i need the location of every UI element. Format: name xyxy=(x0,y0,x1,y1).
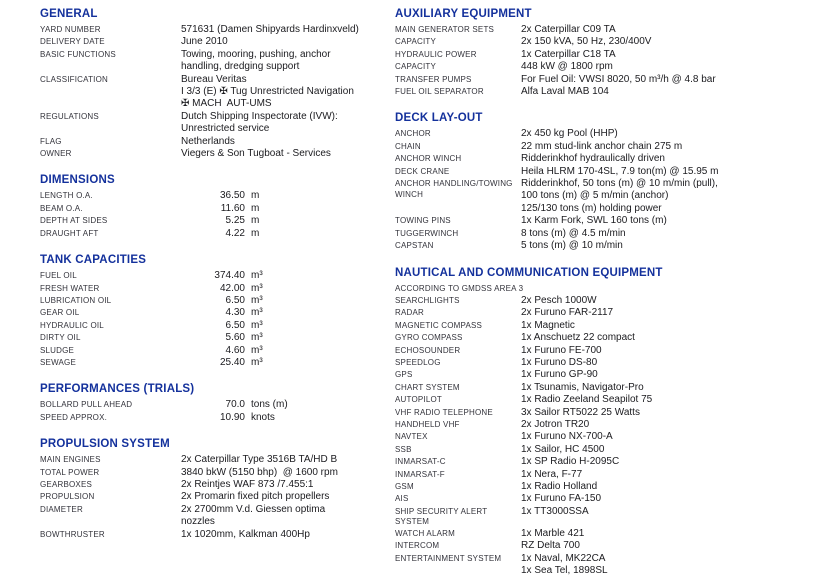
spec-label: PROPULSION xyxy=(40,492,95,502)
spec-value xyxy=(181,228,387,240)
spec-row xyxy=(395,528,818,540)
spec-value: 1x Furuno NX-700-A xyxy=(521,431,613,443)
spec-row xyxy=(395,74,818,86)
spec-row xyxy=(40,529,387,541)
spec-label: DRAUGHT AFT xyxy=(40,228,99,238)
spec-value: 1x Radio Holland xyxy=(521,481,598,492)
spec-value: 1x Nera, F-77 xyxy=(521,468,583,480)
spec-value: 5 tons (m) @ 10 m/min xyxy=(521,240,623,252)
section-tank-capacities xyxy=(40,254,387,369)
spec-row xyxy=(395,345,818,357)
spec-value-unit: m³ xyxy=(251,294,263,306)
spec-label: CAPSTAN xyxy=(395,241,434,251)
spec-value: Dutch Shipping Inspectorate (IVW): Unrestricted service xyxy=(181,110,338,135)
spec-label: WATCH ALARM xyxy=(395,528,455,538)
spec-row xyxy=(40,345,387,357)
spec-row xyxy=(40,203,387,215)
spec-label: SPEED APPROX. xyxy=(40,412,108,422)
spec-label: DECK CRANE xyxy=(395,166,450,176)
spec-value xyxy=(181,332,387,344)
spec-label: AIS xyxy=(395,494,409,504)
spec-row xyxy=(40,479,387,491)
spec-label: FUEL OIL SEPARATOR xyxy=(395,87,484,97)
spec-label: INTERCOM xyxy=(395,541,440,551)
spec-row xyxy=(395,553,818,575)
spec-value: 448 kW @ 1800 rpm xyxy=(521,61,613,73)
spec-row xyxy=(395,141,818,153)
spec-value-number: 6.50 xyxy=(225,294,245,306)
spec-label: BOWTHRUSTER xyxy=(40,529,105,539)
spec-row xyxy=(395,444,818,456)
spec-label: GYRO COMPASS xyxy=(395,333,463,343)
spec-row xyxy=(395,540,818,552)
spec-value: 1x TT3000SSA xyxy=(521,505,589,517)
spec-value: 1x Radio Zeeland Seapilot 75 xyxy=(521,394,653,406)
section-dimensions xyxy=(40,174,387,240)
spec-row xyxy=(395,469,818,481)
spec-value xyxy=(181,320,387,332)
spec-value-unit: m³ xyxy=(251,270,263,282)
spec-row xyxy=(395,493,818,505)
spec-value: 1x SP Radio H-2095C xyxy=(521,456,620,468)
spec-value-unit: m xyxy=(251,190,260,202)
spec-value: For Fuel Oil: VWSI 8020, 50 m³/h @ 4.8 bar xyxy=(521,73,716,85)
spec-value-unit: m³ xyxy=(251,344,263,356)
spec-label: AUTOPILOT xyxy=(395,395,442,405)
spec-value-number: 10.90 xyxy=(219,411,245,423)
section-propulsion-system xyxy=(40,438,387,541)
section-general xyxy=(40,8,387,160)
spec-label: FRESH WATER xyxy=(40,283,100,293)
spec-label: REGULATIONS xyxy=(40,111,99,121)
spec-label: DIRTY OIL xyxy=(40,333,81,343)
spec-label: SEWAGE xyxy=(40,357,77,367)
spec-row xyxy=(395,320,818,332)
spec-value: 1x 1020mm, Kalkman 400Hp xyxy=(181,528,310,540)
spec-row xyxy=(40,454,387,466)
section-title: PROPULSION SYSTEM xyxy=(40,438,170,451)
spec-value-number: 4.30 xyxy=(225,307,245,319)
spec-value: 2x Caterpillar Type 3516B TA/HD B xyxy=(181,454,338,466)
spec-label: CAPACITY xyxy=(395,37,437,47)
spec-row xyxy=(40,320,387,332)
spec-row xyxy=(395,128,818,140)
spec-value xyxy=(181,357,387,369)
spec-value-unit: tons (m) xyxy=(251,399,288,411)
spec-value-number: 4.60 xyxy=(225,344,245,356)
spec-value-number: 6.50 xyxy=(225,319,245,331)
spec-row xyxy=(40,49,387,74)
spec-label: GPS xyxy=(395,370,413,380)
spec-row xyxy=(40,228,387,240)
spec-label: TUGGERWINCH xyxy=(395,228,459,238)
spec-value: 2x Reintjes WAF 873 /7.455:1 xyxy=(181,478,314,490)
spec-row xyxy=(40,148,387,160)
spec-row xyxy=(40,36,387,48)
spec-value-number: 374.40 xyxy=(214,270,245,282)
spec-label: BASIC FUNCTIONS xyxy=(40,49,116,59)
spec-label: DELIVERY DATE xyxy=(40,37,105,47)
spec-value xyxy=(181,190,387,202)
spec-label: CAPACITY xyxy=(395,62,437,72)
spec-value: Bureau Veritas I 3/3 (E) ✠ Tug Unrestricted Navigation ✠ MACH AUT-UMS xyxy=(181,73,354,110)
spec-value-unit: m³ xyxy=(251,332,263,344)
spec-row xyxy=(395,506,818,528)
spec-row xyxy=(40,504,387,529)
spec-value: Alfa Laval MAB 104 xyxy=(521,86,609,98)
spec-label: SPEEDLOG xyxy=(395,357,441,367)
spec-value-unit: m xyxy=(251,202,260,214)
spec-value xyxy=(181,412,387,424)
spec-label: INMARSAT-F xyxy=(395,469,445,479)
spec-label: SEARCHLIGHTS xyxy=(395,295,460,305)
spec-row xyxy=(40,190,387,202)
spec-label: ANCHOR xyxy=(395,129,431,139)
spec-row xyxy=(40,24,387,36)
spec-value: 2x Pesch 1000W xyxy=(521,294,597,306)
spec-label: VHF RADIO TELEPHONE xyxy=(395,407,493,417)
spec-value: June 2010 xyxy=(181,36,228,48)
spec-label: LUBRICATION OIL xyxy=(40,295,112,305)
spec-label: FUEL OIL xyxy=(40,271,77,281)
spec-value: Heila HLRM 170-4SL, 7.9 ton(m) @ 15.95 m xyxy=(521,165,719,177)
spec-value-unit: m³ xyxy=(251,319,263,331)
spec-value-unit: knots xyxy=(251,411,275,423)
spec-value: 1x Karm Fork, SWL 160 tons (m) xyxy=(521,215,667,227)
spec-value-unit: m³ xyxy=(251,307,263,319)
spec-label: CHAIN xyxy=(395,141,421,151)
spec-value xyxy=(181,399,387,411)
spec-row xyxy=(395,357,818,369)
spec-row xyxy=(40,111,387,136)
spec-row xyxy=(395,153,818,165)
spec-row xyxy=(395,49,818,61)
spec-value: 2x 150 kVA, 50 Hz, 230/400V xyxy=(521,36,652,48)
spec-row xyxy=(395,166,818,178)
spec-value: 1x Marble 421 xyxy=(521,527,585,539)
spec-value: 1x Furuno FA-150 xyxy=(521,493,602,505)
spec-value xyxy=(181,295,387,307)
spec-label: TRANSFER PUMPS xyxy=(395,74,472,84)
spec-row xyxy=(40,467,387,479)
right-column xyxy=(395,8,818,575)
spec-label: RADAR xyxy=(395,308,425,318)
spec-value-number: 5.25 xyxy=(225,215,245,227)
spec-label: TOWING PINS xyxy=(395,216,451,226)
spec-row xyxy=(40,399,387,411)
spec-value-unit: m³ xyxy=(251,356,263,368)
spec-value: 3840 bkW (5150 bhp) @ 1600 rpm xyxy=(181,466,338,478)
spec-label: INMARSAT-C xyxy=(395,457,446,467)
spec-label: SLUDGE xyxy=(40,345,75,355)
spec-value: 1x Magnetic xyxy=(521,319,575,331)
spec-label: YARD NUMBER xyxy=(40,25,101,34)
spec-row xyxy=(395,61,818,73)
spec-row xyxy=(40,307,387,319)
spec-row xyxy=(395,394,818,406)
spec-value-number: 36.50 xyxy=(219,190,245,202)
spec-value: Ridderinkhof hydraulically driven xyxy=(521,153,665,165)
spec-value: 2x Jotron TR20 xyxy=(521,418,590,430)
spec-row xyxy=(40,295,387,307)
spec-value xyxy=(181,283,387,295)
spec-row xyxy=(395,24,818,36)
spec-value: Towing, mooring, pushing, anchor handling, dredging support xyxy=(181,48,331,73)
spec-label: TOTAL POWER xyxy=(40,467,100,477)
spec-row xyxy=(395,228,818,240)
spec-row xyxy=(395,36,818,48)
spec-row xyxy=(40,357,387,369)
spec-label: ANCHOR WINCH xyxy=(395,154,462,164)
spec-value-number: 70.0 xyxy=(225,399,245,411)
spec-value: 1x Tsunamis, Navigator-Pro xyxy=(521,381,644,393)
spec-value xyxy=(181,307,387,319)
spec-value: 1x Furuno DS-80 xyxy=(521,356,598,368)
spec-label: SSB xyxy=(395,444,412,454)
spec-label: GEAR OIL xyxy=(40,308,80,318)
spec-row xyxy=(395,481,818,493)
spec-label: GEARBOXES xyxy=(40,479,93,489)
spec-label: HANDHELD VHF xyxy=(395,419,460,429)
spec-label: BEAM O.A. xyxy=(40,203,83,213)
section-deck-lay-out xyxy=(395,112,818,252)
spec-label: LENGTH O.A. xyxy=(40,191,93,201)
spec-value: RZ Delta 700 xyxy=(521,540,580,552)
left-column xyxy=(40,8,387,555)
section-note: ACCORDING TO GMDSS AREA 3 xyxy=(395,283,524,293)
spec-value: 2x Furuno FAR-2117 xyxy=(521,307,614,319)
spec-row xyxy=(40,283,387,295)
spec-value: 22 mm stud-link anchor chain 275 m xyxy=(521,140,683,152)
spec-label: SHIP SECURITY ALERT SYSTEM xyxy=(395,506,490,527)
spec-value-unit: m xyxy=(251,215,260,227)
spec-value: 1x Furuno FE-700 xyxy=(521,344,602,356)
spec-row xyxy=(40,215,387,227)
spec-value: 1x Sailor, HC 4500 xyxy=(521,443,605,455)
section-auxiliary-equipment xyxy=(395,8,818,98)
spec-value: 1x Anschuetz 22 compact xyxy=(521,332,635,344)
spec-row xyxy=(395,407,818,419)
spec-value: Netherlands xyxy=(181,135,235,147)
spec-value: 2x 2700mm V.d. Giessen optima nozzles xyxy=(181,503,326,528)
spec-row xyxy=(395,295,818,307)
section-title: DIMENSIONS xyxy=(40,174,115,187)
spec-value: 2x Promarin fixed pitch propellers xyxy=(181,491,330,503)
spec-value: 2x Caterpillar C09 TA xyxy=(521,24,616,35)
section-title: DECK LAY-OUT xyxy=(395,112,483,125)
spec-value-number: 4.22 xyxy=(225,227,245,239)
spec-label: ENTERTAINMENT SYSTEM xyxy=(395,553,502,563)
spec-row xyxy=(395,369,818,381)
spec-value: 3x Sailor RT5022 25 Watts xyxy=(521,406,640,418)
spec-label: NAVTEX xyxy=(395,432,428,442)
spec-row xyxy=(395,178,818,215)
spec-value: 1x Furuno GP-90 xyxy=(521,369,598,381)
section-performances-trials xyxy=(40,383,387,424)
spec-value: 8 tons (m) @ 4.5 m/min xyxy=(521,227,626,239)
spec-value: 1x Caterpillar C18 TA xyxy=(521,48,616,60)
spec-value xyxy=(181,203,387,215)
spec-value-number: 11.60 xyxy=(220,202,245,214)
spec-label: MAIN GENERATOR SETS xyxy=(395,25,495,34)
section-title: NAUTICAL AND COMMUNICATION EQUIPMENT xyxy=(395,266,663,279)
spec-value xyxy=(181,345,387,357)
spec-label: ECHOSOUNDER xyxy=(395,345,461,355)
spec-row xyxy=(395,456,818,468)
spec-label: BOLLARD PULL AHEAD xyxy=(40,400,133,410)
spec-row xyxy=(40,74,387,111)
spec-value: 571631 (Damen Shipyards Hardinxveld) xyxy=(181,24,359,35)
spec-row xyxy=(395,332,818,344)
spec-value-number: 25.40 xyxy=(219,356,245,368)
spec-value-number: 5.60 xyxy=(225,332,245,344)
spec-value xyxy=(181,215,387,227)
spec-row xyxy=(40,412,387,424)
spec-label: MAGNETIC COMPASS xyxy=(395,320,483,330)
spec-value: 2x 450 kg Pool (HHP) xyxy=(521,128,618,140)
spec-row xyxy=(40,136,387,148)
spec-label: OWNER xyxy=(40,149,72,159)
spec-value-number: 42.00 xyxy=(219,282,245,294)
spec-row xyxy=(40,491,387,503)
section-nautical-and-communication-equipment xyxy=(395,267,818,575)
spec-label: DIAMETER xyxy=(40,504,83,514)
spec-label: MAIN ENGINES xyxy=(40,455,101,465)
spec-value: 1x Naval, MK22CA 1x Sea Tel, 1898SL xyxy=(521,552,608,575)
spec-label: HYDRAULIC POWER xyxy=(395,49,477,59)
spec-label: HYDRAULIC OIL xyxy=(40,320,104,330)
spec-value-unit: m xyxy=(251,227,260,239)
spec-value xyxy=(181,270,387,282)
spec-row xyxy=(395,382,818,394)
spec-label: GSM xyxy=(395,482,414,491)
spec-value: Ridderinkhof, 50 tons (m) @ 10 m/min (pull), 100 tons (m) @ 5 m/min (anchor) 125/130 tons (m) holding power xyxy=(521,178,718,214)
spec-row xyxy=(40,270,387,282)
spec-label: FLAG xyxy=(40,136,62,146)
spec-label: CHART SYSTEM xyxy=(395,382,460,392)
section-title: GENERAL xyxy=(40,8,98,20)
spec-row xyxy=(395,431,818,443)
spec-row xyxy=(395,240,818,252)
spec-row xyxy=(395,419,818,431)
spec-row xyxy=(40,332,387,344)
spec-value: Viegers & Son Tugboat - Services xyxy=(181,148,331,160)
spec-row xyxy=(395,215,818,227)
spec-label: DEPTH AT SIDES xyxy=(40,216,108,226)
section-title: PERFORMANCES (TRIALS) xyxy=(40,383,195,396)
spec-row xyxy=(395,307,818,319)
section-title: AUXILIARY EQUIPMENT xyxy=(395,8,532,20)
section-title: TANK CAPACITIES xyxy=(40,254,147,267)
spec-label: ANCHOR HANDLING/TOWING WINCH xyxy=(395,179,513,199)
spec-label: CLASSIFICATION xyxy=(40,74,108,84)
spec-row xyxy=(395,86,818,98)
spec-value-unit: m³ xyxy=(251,282,263,294)
